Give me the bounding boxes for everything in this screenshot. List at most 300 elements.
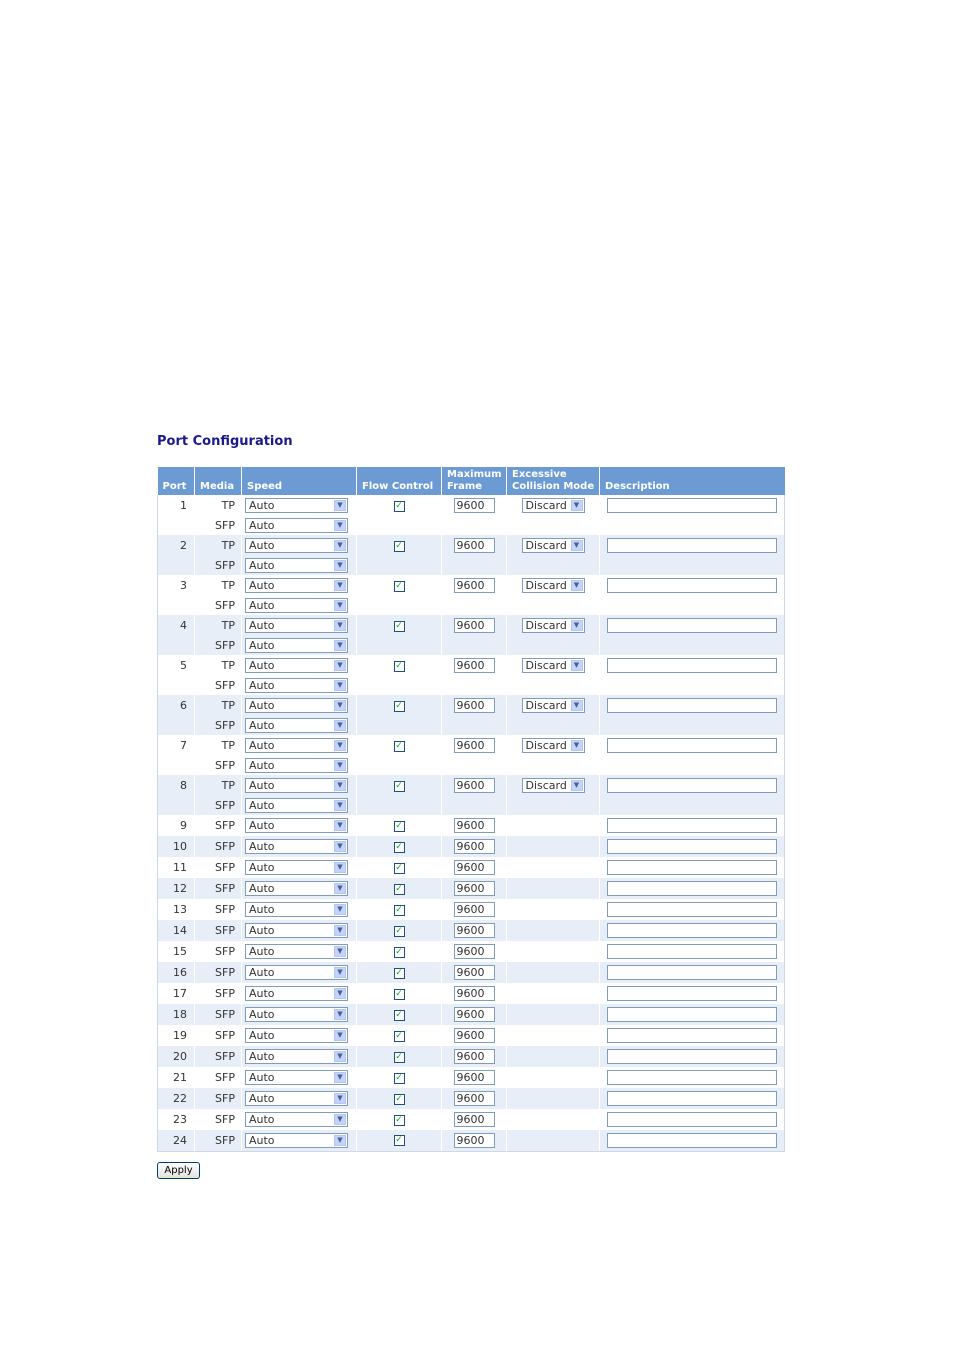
flow-control-checkbox[interactable] [394,621,405,632]
chevron-down-icon: ▼ [334,988,346,999]
speed-select[interactable] [245,558,348,573]
chevron-down-icon: ▼ [334,520,346,531]
checkmark-icon: ✓ [395,1135,403,1146]
speed-select[interactable] [245,923,348,938]
chevron-down-icon: ▼ [334,1051,346,1062]
collision-mode-select[interactable] [522,578,585,593]
max-frame-input[interactable]: 9600 [454,944,495,959]
flow-control-checkbox[interactable] [394,905,405,916]
table-row [158,1130,785,1151]
port-cell: 17 [158,983,195,1004]
flow-control-cell [357,676,442,695]
flow-control-checkbox[interactable] [394,1115,405,1126]
flow-control-cell [357,796,442,815]
checkmark-icon: ✓ [395,580,403,591]
ecm-cell [507,962,600,983]
chevron-down-icon: ▼ [334,600,346,611]
flow-control-cell [357,575,442,596]
description-input[interactable] [607,658,777,673]
table-row [158,655,785,676]
max-frame-cell [442,815,507,836]
chevron-down-icon: ▼ [334,1135,346,1146]
speed-select[interactable] [245,578,348,593]
speed-select-value: Auto [249,599,275,612]
description-input[interactable] [607,1028,777,1043]
max-frame-cell [442,676,507,695]
description-input[interactable] [607,1112,777,1127]
max-frame-input[interactable]: 9600 [454,1091,495,1106]
flow-control-cell [357,962,442,983]
ecm-cell [507,899,600,920]
description-cell [600,1004,785,1025]
checkmark-icon: ✓ [395,700,403,711]
description-cell [600,899,785,920]
description-cell [600,575,785,596]
max-frame-cell [442,535,507,556]
max-frame-input[interactable]: 9600 [454,698,495,713]
description-input[interactable] [607,738,777,753]
port-cell: 2 [158,535,195,556]
max-frame-cell [442,962,507,983]
speed-cell [242,815,357,836]
max-frame-input[interactable]: 9600 [454,902,495,917]
description-cell [600,495,785,516]
header-description: Description [600,467,785,495]
speed-select[interactable] [245,839,348,854]
description-input[interactable] [607,578,777,593]
max-frame-input[interactable]: 9600 [454,986,495,1001]
description-input[interactable] [607,538,777,553]
max-frame-input[interactable]: 9600 [454,1049,495,1064]
collision-mode-value: Discard [525,539,567,552]
description-cell [600,878,785,899]
port-cell: 24 [158,1130,195,1151]
table-row [158,1088,785,1109]
max-frame-cell [442,878,507,899]
max-frame-input[interactable]: 9600 [454,1070,495,1085]
flow-control-cell [357,756,442,775]
speed-select[interactable] [245,598,348,613]
collision-mode-select[interactable] [522,778,585,793]
speed-select[interactable] [245,678,348,693]
port-cell: 11 [158,857,195,878]
collision-mode-select[interactable] [522,618,585,633]
speed-select[interactable] [245,965,348,980]
description-cell [600,756,785,775]
description-input[interactable] [607,881,777,896]
media-cell: SFP [195,1088,242,1109]
media-cell: SFP [195,556,242,575]
description-input[interactable] [607,818,777,833]
ecm-cell [507,815,600,836]
port-cell: 23 [158,1109,195,1130]
max-frame-input[interactable]: 9600 [454,618,495,633]
ecm-cell [507,535,600,556]
ecm-cell [507,1088,600,1109]
speed-select-value: Auto [249,679,275,692]
speed-cell [242,1004,357,1025]
collision-mode-select[interactable] [522,658,585,673]
chevron-down-icon: ▼ [334,560,346,571]
chevron-down-icon: ▼ [571,780,583,791]
port-cell: 9 [158,815,195,836]
max-frame-input[interactable]: 9600 [454,498,495,513]
flow-control-cell [357,535,442,556]
media-cell: SFP [195,596,242,615]
chevron-down-icon: ▼ [334,883,346,894]
collision-mode-value: Discard [525,659,567,672]
speed-select[interactable] [245,638,348,653]
description-input[interactable] [607,986,777,1001]
max-frame-input[interactable]: 9600 [454,1028,495,1043]
description-input[interactable] [607,618,777,633]
chevron-down-icon: ▼ [334,720,346,731]
speed-select[interactable] [245,1133,348,1148]
speed-cell [242,1025,357,1046]
flow-control-checkbox[interactable] [394,1010,405,1021]
max-frame-input[interactable]: 9600 [454,965,495,980]
chevron-down-icon: ▼ [334,780,346,791]
port-cell [158,676,195,695]
description-input[interactable] [607,860,777,875]
max-frame-cell [442,836,507,857]
speed-select-value: Auto [249,861,275,874]
checkmark-icon: ✓ [395,660,403,671]
description-cell [600,1109,785,1130]
flow-control-cell [357,857,442,878]
page-title: Port Configuration [157,434,293,449]
speed-select[interactable] [245,986,348,1001]
chevron-down-icon: ▼ [334,800,346,811]
table-row [158,596,785,615]
speed-select[interactable] [245,1112,348,1127]
flow-control-checkbox[interactable] [394,661,405,672]
description-cell [600,636,785,655]
flow-control-checkbox[interactable] [394,1094,405,1105]
flow-control-checkbox[interactable] [394,1052,405,1063]
chevron-down-icon: ▼ [334,540,346,551]
ecm-cell [507,1109,600,1130]
collision-mode-value: Discard [525,699,567,712]
max-frame-cell [442,495,507,516]
port-cell: 20 [158,1046,195,1067]
table-row [158,1109,785,1130]
table-row [158,516,785,535]
collision-mode-value: Discard [525,499,567,512]
max-frame-input[interactable]: 9600 [454,738,495,753]
checkmark-icon: ✓ [395,1009,403,1020]
description-cell [600,1025,785,1046]
max-frame-cell [442,1130,507,1151]
flow-control-checkbox[interactable] [394,541,405,552]
description-cell [600,857,785,878]
speed-cell [242,1046,357,1067]
ecm-cell [507,1046,600,1067]
description-cell [600,516,785,535]
ecm-cell [507,756,600,775]
description-input[interactable] [607,1049,777,1064]
speed-select[interactable] [245,498,348,513]
max-frame-input[interactable]: 9600 [454,881,495,896]
flow-control-cell [357,695,442,716]
max-frame-cell [442,941,507,962]
max-frame-cell [442,596,507,615]
flow-control-checkbox[interactable] [394,1135,405,1146]
port-cell: 4 [158,615,195,636]
speed-cell [242,1067,357,1088]
speed-select[interactable] [245,902,348,917]
flow-control-checkbox[interactable] [394,863,405,874]
checkmark-icon: ✓ [395,540,403,551]
chevron-down-icon: ▼ [334,1072,346,1083]
speed-select[interactable] [245,758,348,773]
speed-select-value: Auto [249,719,275,732]
description-input[interactable] [607,1133,777,1148]
media-cell: SFP [195,983,242,1004]
max-frame-input[interactable]: 9600 [454,818,495,833]
speed-cell [242,983,357,1004]
speed-cell [242,756,357,775]
max-frame-cell [442,920,507,941]
port-cell: 15 [158,941,195,962]
port-cell: 5 [158,655,195,676]
description-cell [600,1046,785,1067]
speed-select[interactable] [245,658,348,673]
speed-cell [242,920,357,941]
ecm-cell [507,857,600,878]
speed-cell [242,516,357,535]
speed-select[interactable] [245,860,348,875]
description-input[interactable] [607,1091,777,1106]
speed-cell [242,716,357,735]
max-frame-input[interactable]: 9600 [454,860,495,875]
flow-control-checkbox[interactable] [394,1073,405,1084]
chevron-down-icon: ▼ [334,841,346,852]
media-cell: SFP [195,1067,242,1088]
ecm-cell [507,775,600,796]
ecm-cell [507,1130,600,1151]
speed-select[interactable] [245,798,348,813]
ecm-cell [507,516,600,535]
media-cell: TP [195,775,242,796]
media-cell: SFP [195,1004,242,1025]
flow-control-checkbox[interactable] [394,947,405,958]
max-frame-input[interactable]: 9600 [454,1112,495,1127]
description-input[interactable] [607,1007,777,1022]
speed-select[interactable] [245,518,348,533]
max-frame-input[interactable]: 9600 [454,1133,495,1148]
speed-select[interactable] [245,1049,348,1064]
table-row [158,1004,785,1025]
flow-control-checkbox[interactable] [394,968,405,979]
description-input[interactable] [607,498,777,513]
ecm-cell [507,1004,600,1025]
speed-select-value: Auto [249,1008,275,1021]
chevron-down-icon: ▼ [334,740,346,751]
description-input[interactable] [607,698,777,713]
apply-button[interactable]: Apply [157,1162,200,1179]
max-frame-input[interactable]: 9600 [454,778,495,793]
chevron-down-icon: ▼ [334,640,346,651]
max-frame-input[interactable]: 9600 [454,1007,495,1022]
speed-cell [242,962,357,983]
table-row [158,636,785,655]
table-row [158,920,785,941]
flow-control-checkbox[interactable] [394,781,405,792]
chevron-down-icon: ▼ [334,862,346,873]
media-cell: SFP [195,1025,242,1046]
max-frame-cell [442,756,507,775]
collision-mode-value: Discard [525,739,567,752]
description-input[interactable] [607,902,777,917]
checkmark-icon: ✓ [395,1114,403,1125]
speed-select[interactable] [245,698,348,713]
flow-control-checkbox[interactable] [394,581,405,592]
speed-cell [242,636,357,655]
flow-control-cell [357,920,442,941]
checkmark-icon: ✓ [395,925,403,936]
flow-control-checkbox[interactable] [394,501,405,512]
speed-select[interactable] [245,718,348,733]
speed-select[interactable] [245,818,348,833]
speed-select-value: Auto [249,639,275,652]
flow-control-cell [357,1088,442,1109]
port-cell: 19 [158,1025,195,1046]
chevron-down-icon: ▼ [334,1114,346,1125]
ecm-cell [507,695,600,716]
max-frame-input[interactable]: 9600 [454,839,495,854]
description-cell [600,920,785,941]
flow-control-checkbox[interactable] [394,741,405,752]
speed-select-value: Auto [249,1133,275,1147]
flow-control-cell [357,1067,442,1088]
table-row [158,899,785,920]
media-cell: SFP [195,920,242,941]
ecm-cell [507,676,600,695]
flow-control-cell [357,655,442,676]
max-frame-input[interactable]: 9600 [454,923,495,938]
port-cell: 10 [158,836,195,857]
max-frame-cell [442,615,507,636]
max-frame-cell [442,516,507,535]
speed-select[interactable] [245,1028,348,1043]
port-config-table [157,467,785,1152]
speed-select-value: Auto [249,699,275,712]
speed-cell [242,1130,357,1151]
speed-select-value: Auto [249,882,275,895]
header-ecm-line1: Excessive [512,469,567,480]
collision-mode-select[interactable] [522,698,585,713]
description-cell [600,615,785,636]
flow-control-cell [357,495,442,516]
flow-control-cell [357,596,442,615]
ecm-cell [507,983,600,1004]
description-input[interactable] [607,839,777,854]
flow-control-checkbox[interactable] [394,842,405,853]
header-port: Port [158,467,195,495]
media-cell: SFP [195,962,242,983]
description-input[interactable] [607,923,777,938]
speed-select-value: Auto [249,799,275,812]
max-frame-cell [442,716,507,735]
speed-select[interactable] [245,738,348,753]
collision-mode-value: Discard [525,579,567,592]
speed-select-value: Auto [249,1092,275,1105]
speed-select[interactable] [245,1070,348,1085]
header-max-frame-line2: Frame [447,481,483,492]
max-frame-cell [442,1109,507,1130]
collision-mode-select[interactable] [522,498,585,513]
description-cell [600,1130,785,1151]
max-frame-cell [442,575,507,596]
media-cell: TP [195,495,242,516]
flow-control-checkbox[interactable] [394,884,405,895]
collision-mode-select[interactable] [522,538,585,553]
speed-cell [242,695,357,716]
checkmark-icon: ✓ [395,820,403,831]
flow-control-checkbox[interactable] [394,821,405,832]
max-frame-input[interactable]: 9600 [454,578,495,593]
speed-select-value: Auto [249,924,275,937]
flow-control-checkbox[interactable] [394,1031,405,1042]
description-input[interactable] [607,1070,777,1085]
description-input[interactable] [607,965,777,980]
max-frame-cell [442,1046,507,1067]
table-row [158,941,785,962]
media-cell: SFP [195,1046,242,1067]
speed-select[interactable] [245,618,348,633]
ecm-cell [507,636,600,655]
speed-cell [242,615,357,636]
port-cell: 13 [158,899,195,920]
flow-control-checkbox[interactable] [394,989,405,1000]
description-input[interactable] [607,778,777,793]
table-row [158,857,785,878]
port-cell: 16 [158,962,195,983]
ecm-cell [507,836,600,857]
description-input[interactable] [607,944,777,959]
collision-mode-select[interactable] [522,738,585,753]
description-cell [600,1088,785,1109]
speed-select[interactable] [245,778,348,793]
flow-control-checkbox[interactable] [394,701,405,712]
table-row [158,495,785,516]
speed-select-value: Auto [249,987,275,1000]
speed-select[interactable] [245,538,348,553]
description-cell [600,1067,785,1088]
port-cell [158,796,195,815]
table-row [158,1046,785,1067]
speed-select[interactable] [245,881,348,896]
ecm-cell [507,735,600,756]
ecm-cell [507,878,600,899]
speed-select[interactable] [245,1091,348,1106]
checkmark-icon: ✓ [395,1093,403,1104]
max-frame-input[interactable]: 9600 [454,658,495,673]
speed-select[interactable] [245,944,348,959]
header-max-frame [442,467,507,495]
speed-select-value: Auto [249,966,275,979]
table-row [158,615,785,636]
flow-control-checkbox[interactable] [394,926,405,937]
speed-cell [242,735,357,756]
chevron-down-icon: ▼ [334,1030,346,1041]
speed-cell [242,857,357,878]
max-frame-input[interactable]: 9600 [454,538,495,553]
speed-cell [242,495,357,516]
speed-select[interactable] [245,1007,348,1022]
ecm-cell [507,575,600,596]
